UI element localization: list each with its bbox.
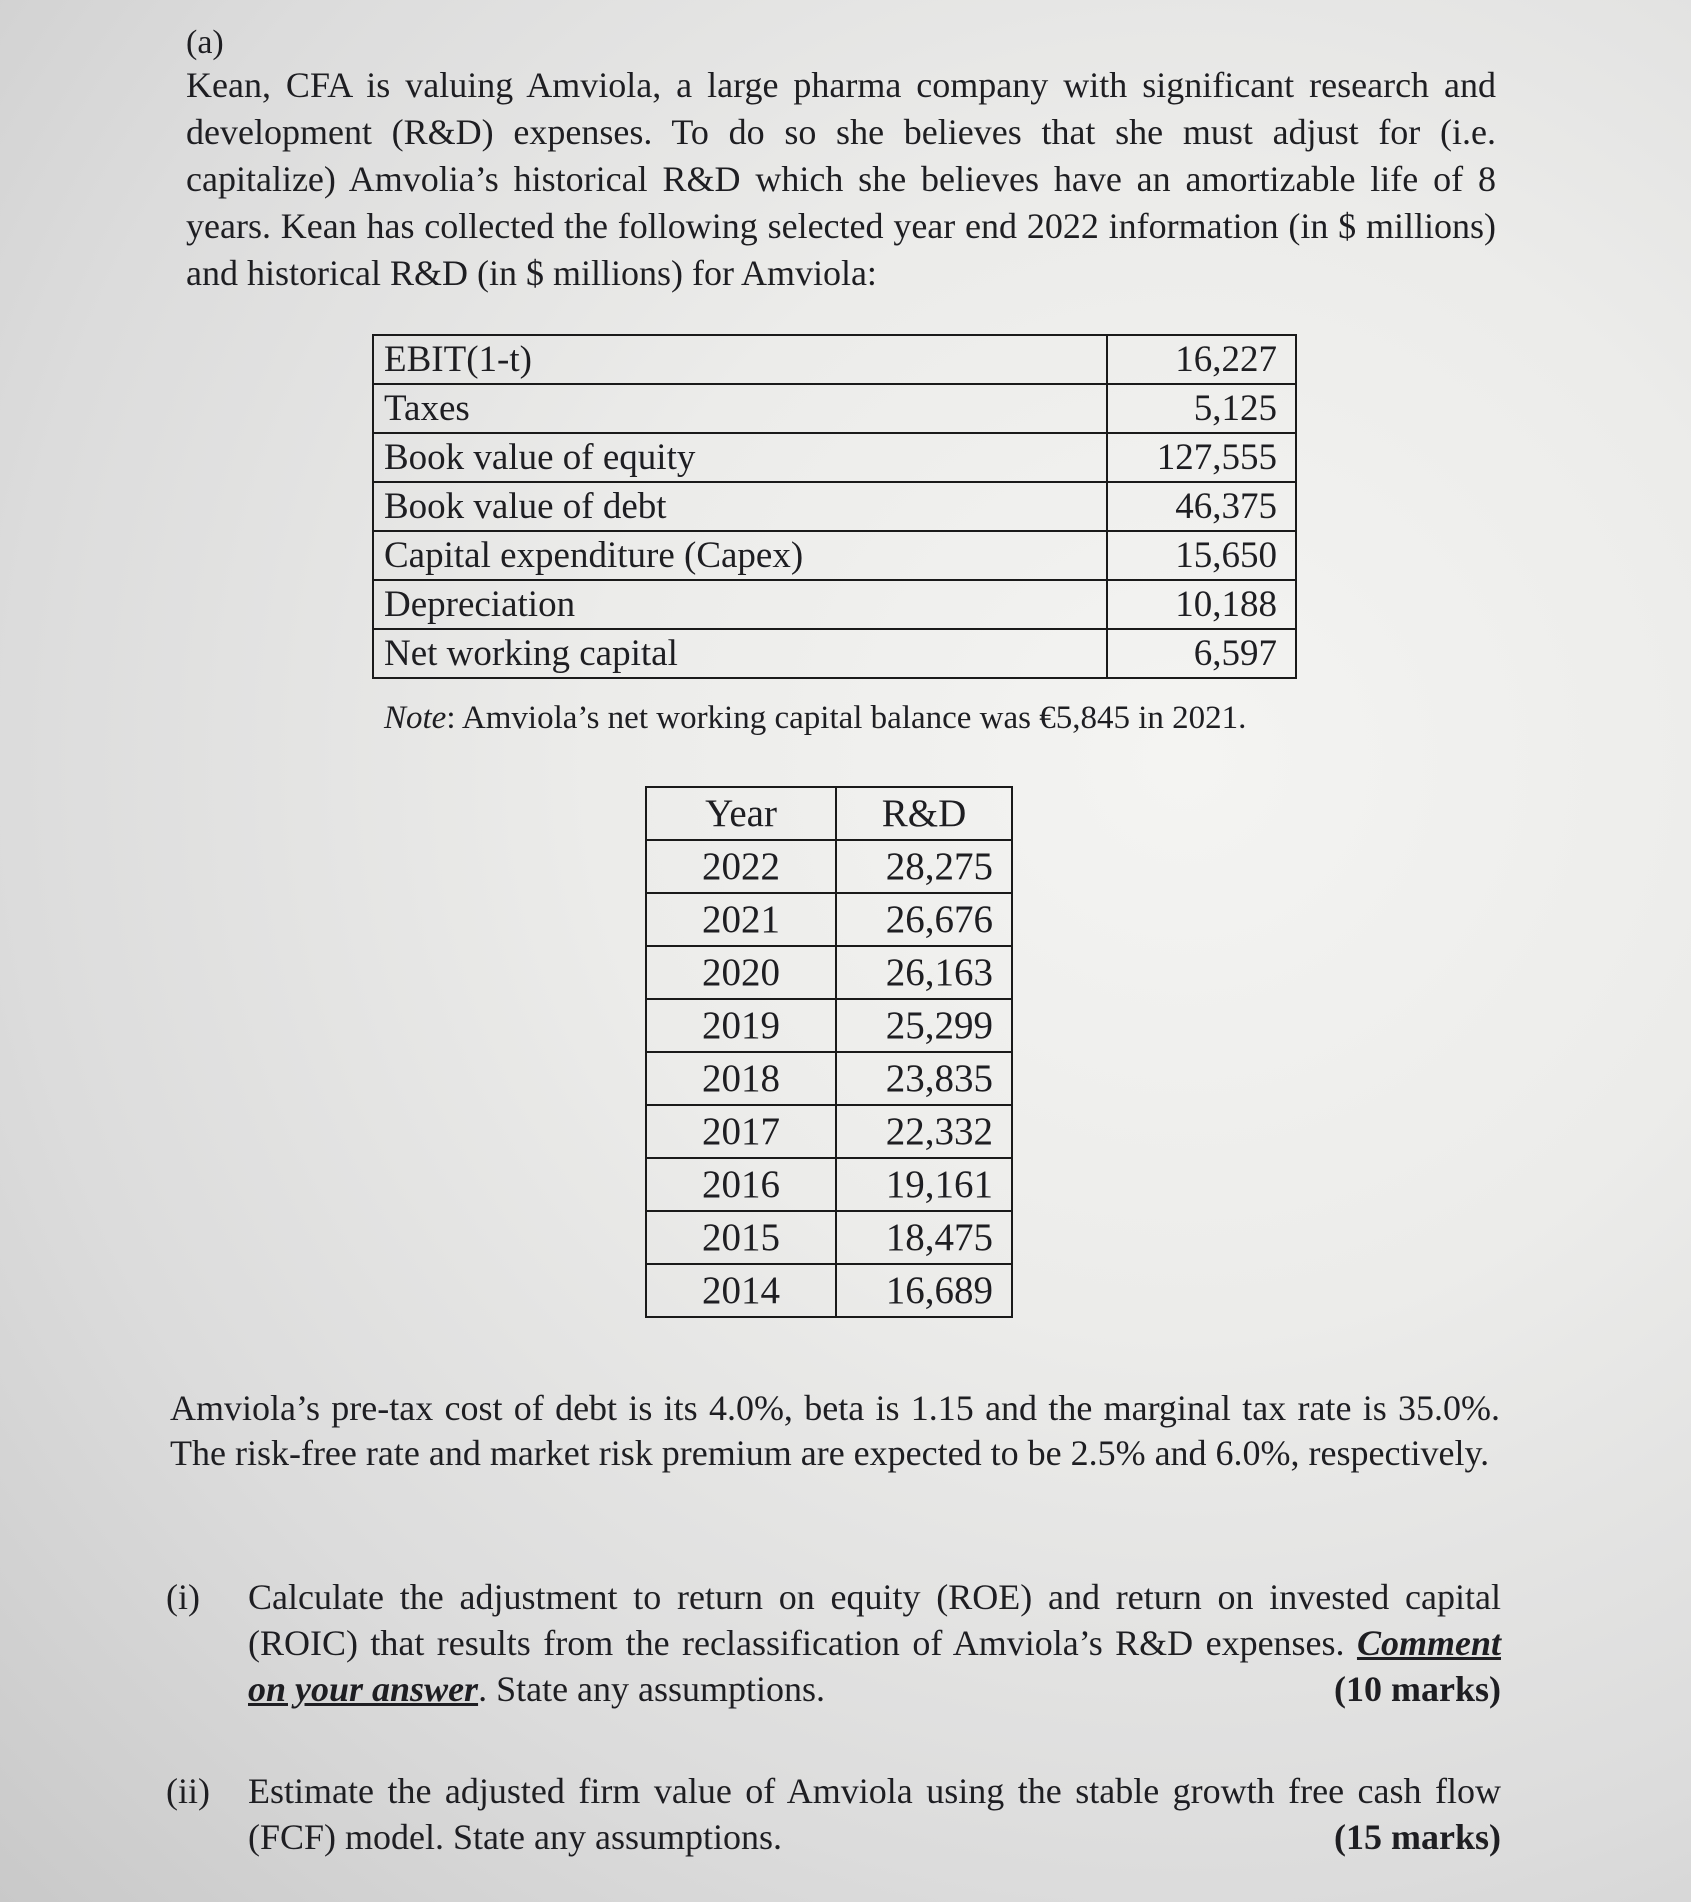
year-cell: 2014	[646, 1264, 836, 1317]
table-row	[373, 433, 1296, 482]
rd-cell: 28,275	[836, 840, 1012, 893]
rd-cell: 25,299	[836, 999, 1012, 1052]
financial-value: 16,227	[1107, 335, 1296, 384]
financial-label: Book value of debt	[373, 482, 1107, 531]
financial-value: 46,375	[1107, 482, 1296, 531]
year-cell: 2018	[646, 1052, 836, 1105]
assumptions-paragraph: Amviola’s pre-tax cost of debt is its 4.0%, beta is 1.15 and the marginal tax rate is 35.0%. The risk-free rate and market risk premium are expected to be 2.5% and 6.0%, respectively.	[170, 1388, 1500, 1473]
rd-cell: 26,676	[836, 893, 1012, 946]
financial-value: 5,125	[1107, 384, 1296, 433]
table-row	[373, 384, 1296, 433]
table-row	[646, 1105, 1012, 1158]
table-row	[646, 840, 1012, 893]
year-cell: 2021	[646, 893, 836, 946]
question-text-after: . State any assumptions.	[478, 1669, 826, 1709]
rd-cell: 22,332	[836, 1105, 1012, 1158]
financial-label: Depreciation	[373, 580, 1107, 629]
financials-table	[372, 334, 1297, 679]
question-number: (i)	[166, 1577, 200, 1617]
year-cell: 2020	[646, 946, 836, 999]
financial-label: Taxes	[373, 384, 1107, 433]
year-cell: 2015	[646, 1211, 836, 1264]
table-row	[646, 1264, 1012, 1317]
table-row	[373, 482, 1296, 531]
question-text: Calculate the adjustment to return on equity (ROE) and return on invested capital (ROIC) that results from the reclassification of Amviola’s R&D expenses.	[248, 1577, 1501, 1663]
rd-cell: 19,161	[836, 1158, 1012, 1211]
question-emphasis: Comment on your answer	[248, 1623, 1501, 1709]
column-header-rd: R&D	[836, 787, 1012, 840]
intro-paragraph: Kean, CFA is valuing Amviola, a large pharma company with significant research and development (R&D) expenses. To do so she believes that she must adjust for (i.e. capitalize) Amvolia’s historical R&D which she believes have an amortizable life of 8 years. Kean has collected the following selected year end 2022 information (in $ millions) and historical R&D (in $ millions) for Amviola:	[186, 65, 1496, 293]
part-label: (a)	[186, 24, 224, 61]
rd-cell: 26,163	[836, 946, 1012, 999]
question-body	[248, 1768, 1501, 1860]
year-cell: 2019	[646, 999, 836, 1052]
financial-value: 127,555	[1107, 433, 1296, 482]
question-number: (ii)	[166, 1771, 210, 1811]
question-i	[166, 1574, 1501, 1712]
rd-cell: 16,689	[836, 1264, 1012, 1317]
table-row	[646, 999, 1012, 1052]
financial-label: Capital expenditure (Capex)	[373, 531, 1107, 580]
financial-value: 15,650	[1107, 531, 1296, 580]
question-text: Estimate the adjusted firm value of Amviola using the stable growth free cash flow (FCF) model. State any assumptions.	[248, 1771, 1501, 1857]
table-row	[373, 580, 1296, 629]
question-marks: (10 marks)	[1334, 1669, 1501, 1709]
rd-cell: 18,475	[836, 1211, 1012, 1264]
financial-label: Net working capital	[373, 629, 1107, 678]
financial-value: 6,597	[1107, 629, 1296, 678]
rd-history-table	[645, 786, 1013, 1318]
table-row	[373, 531, 1296, 580]
question-marks: (15 marks)	[1334, 1817, 1501, 1857]
financial-label: Book value of equity	[373, 433, 1107, 482]
column-header-year: Year	[646, 787, 836, 840]
table-row	[373, 629, 1296, 678]
financial-label: EBIT(1-t)	[373, 335, 1107, 384]
table-row	[646, 1158, 1012, 1211]
table-note	[384, 700, 1246, 737]
year-cell: 2017	[646, 1105, 836, 1158]
year-cell: 2016	[646, 1158, 836, 1211]
rd-cell: 23,835	[836, 1052, 1012, 1105]
table-row	[646, 1052, 1012, 1105]
table-row	[646, 946, 1012, 999]
note-text: : Amviola’s net working capital balance was €5,845 in 2021.	[446, 700, 1247, 736]
question-ii	[166, 1768, 1501, 1860]
question-body	[248, 1574, 1501, 1712]
table-row	[646, 893, 1012, 946]
table-row	[373, 335, 1296, 384]
note-prefix: Note	[384, 700, 447, 736]
year-cell: 2022	[646, 840, 836, 893]
table-row	[646, 1211, 1012, 1264]
table-header-row	[646, 787, 1012, 840]
financial-value: 10,188	[1107, 580, 1296, 629]
